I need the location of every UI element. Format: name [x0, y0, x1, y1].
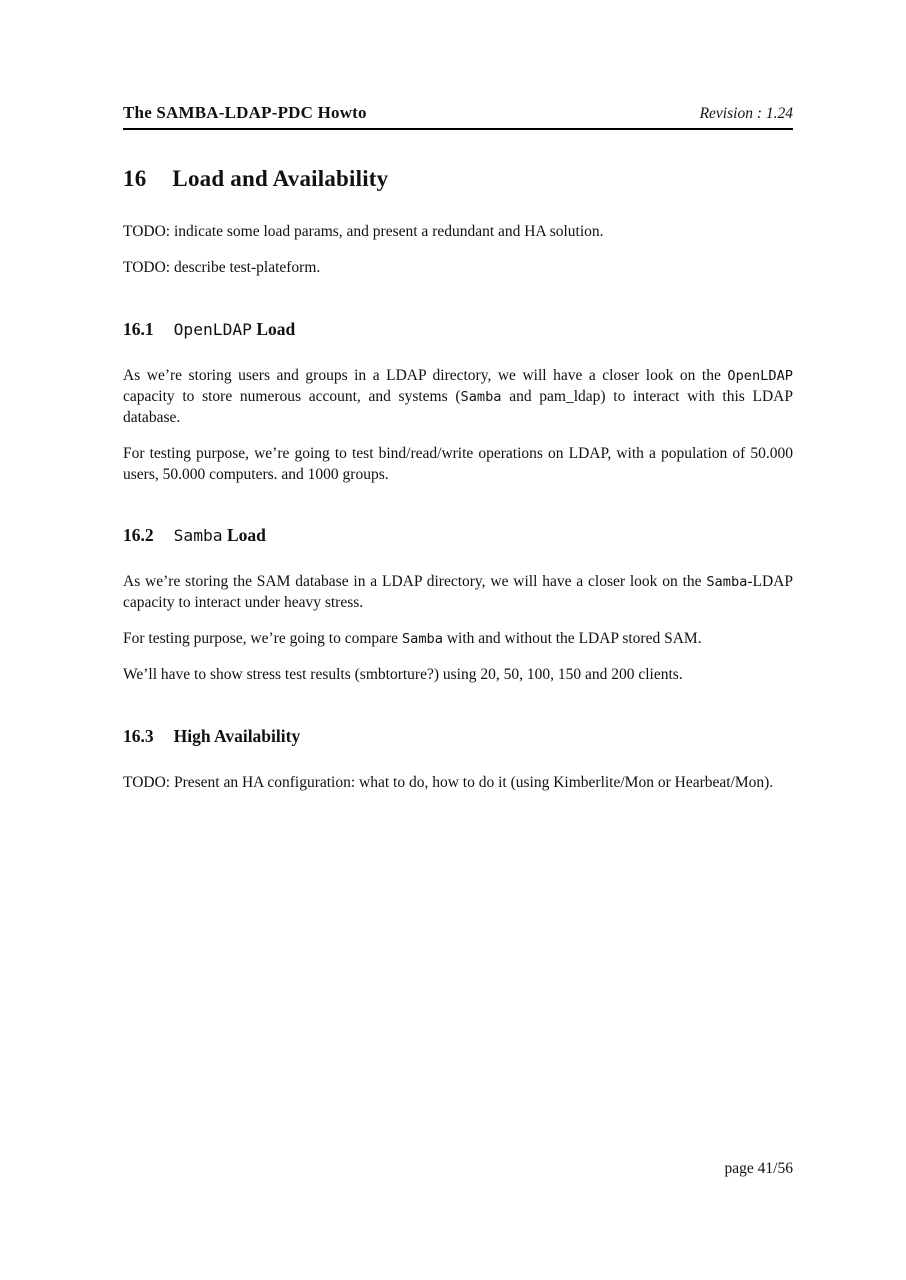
subsection-number: 16.3 — [123, 726, 154, 747]
subsection-number: 16.1 — [123, 318, 154, 339]
document-title: The SAMBA-LDAP-PDC Howto — [123, 103, 367, 122]
paragraph-16-1-b: For testing purpose, we’re going to test bind/read/write operations on LDAP, with a population of 50.000 users, 50.000 computers. and 1000 groups. — [123, 444, 793, 483]
paragraph-intro-1: TODO: indicate some load params, and present a redundant and HA solution. — [123, 223, 604, 240]
paragraph-16-2-a: As we’re storing the SAM database in a LDAP directory, we will have a closer look on the Samba-LDAP capacity to interact under heavy stress. — [123, 573, 793, 612]
subsection-number: 16.2 — [123, 525, 154, 546]
paragraph-16-3-a: TODO: Present an HA configuration: what to do, how to do it (using Kimberlite/Mon or Hearbeat/Mon). — [123, 774, 774, 792]
subsection-heading-16-3 — [123, 726, 793, 747]
section-number: 16 — [123, 166, 147, 191]
subsection-heading-16-2 — [123, 525, 793, 546]
subsection-title: OpenLDAP Load — [173, 318, 296, 339]
subsection-title: High Availability — [173, 726, 301, 747]
page-content — [123, 103, 793, 809]
paragraph-intro-2: TODO: describe test-plateform. — [123, 258, 321, 276]
paragraph-16-2-b: For testing purpose, we’re going to compare Samba with and without the LDAP stored SAM. — [123, 630, 702, 648]
subsection-title: Samba Load — [173, 525, 266, 546]
revision-label: Revision : 1.24 — [699, 105, 793, 122]
section-title: Load and Availability — [172, 166, 389, 191]
paragraph-16-2-c: We’ll have to show stress test results (smbtorture?) using 20, 50, 100, 150 and 200 clients. — [123, 666, 683, 684]
subsection-heading-16-1 — [123, 319, 793, 340]
page-number: page 41/56 — [724, 1160, 793, 1177]
section-heading — [123, 166, 793, 192]
paragraph-16-1-a: As we’re storing users and groups in a LDAP directory, we will have a closer look on the OpenLDAP capacity to store numerous account, and systems (Samba and pam_ldap) to interact with this LDAP database. — [123, 366, 793, 426]
page-header — [123, 103, 793, 130]
